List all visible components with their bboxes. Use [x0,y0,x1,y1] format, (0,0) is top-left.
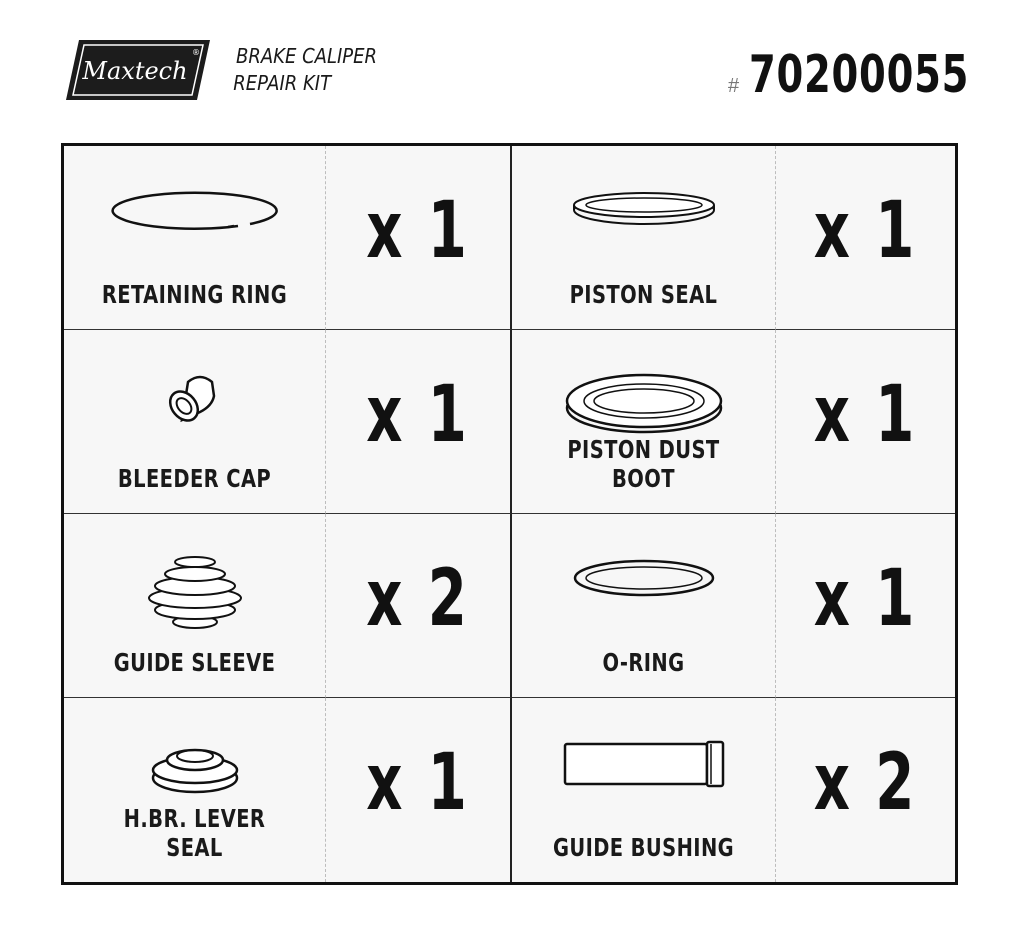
item-label: H.BR. LEVER SEAL [123,804,266,862]
kit-title-line1: BRAKE CALIPER [236,44,378,68]
registered-mark: ® [192,48,200,57]
qty-cell [776,698,955,882]
qty-cell [776,146,955,330]
item-cell-guide-bushing [512,698,776,882]
piston-dust-boot-icon [563,370,725,436]
qty-cell [776,514,955,698]
item-quantity: x 1 [366,185,470,276]
piston-seal-icon [569,186,719,236]
item-label: GUIDE BUSHING [552,833,735,862]
item-label: RETAINING RING [101,280,288,309]
qty-cell [776,330,955,514]
lever-seal-icon [147,738,243,798]
item-quantity: x 2 [366,553,470,644]
retaining-ring-icon [110,186,280,236]
item-label: PISTON SEAL [569,280,718,309]
item-quantity: x 1 [366,737,470,828]
item-label: GUIDE SLEEVE [113,648,276,677]
qty-cell [326,698,512,882]
part-number-value: 70200055 [749,45,970,105]
item-cell-guide-sleeve [64,514,326,698]
o-ring-icon [569,554,719,604]
qty-cell [326,146,512,330]
item-quantity: x 1 [813,553,918,644]
part-number-prefix: # [728,75,740,97]
item-cell-o-ring [512,514,776,698]
logo-text: Maxtech [82,57,188,85]
item-quantity: x 1 [813,369,918,460]
item-cell-piston-dust-boot [512,330,776,514]
item-label: BLEEDER CAP [117,464,272,493]
item-cell-piston-seal [512,146,776,330]
bleeder-cap-icon [160,370,230,435]
kit-title-line2: REPAIR KIT [233,71,332,95]
item-cell-lever-seal [64,698,326,882]
maxtech-logo [65,39,211,101]
qty-cell [326,514,512,698]
item-label: O-RING [602,648,685,677]
item-quantity: x 1 [366,369,470,460]
item-quantity: x 1 [813,185,918,276]
guide-sleeve-icon [145,554,245,634]
qty-cell [326,330,512,514]
item-cell-retaining-ring [64,146,326,330]
item-label: PISTON DUST BOOT [567,435,720,493]
parts-table [61,143,958,885]
item-cell-bleeder-cap [64,330,326,514]
part-number [728,45,1024,105]
item-quantity: x 2 [813,737,918,828]
guide-bushing-icon [561,738,727,788]
kit-title [233,43,378,97]
